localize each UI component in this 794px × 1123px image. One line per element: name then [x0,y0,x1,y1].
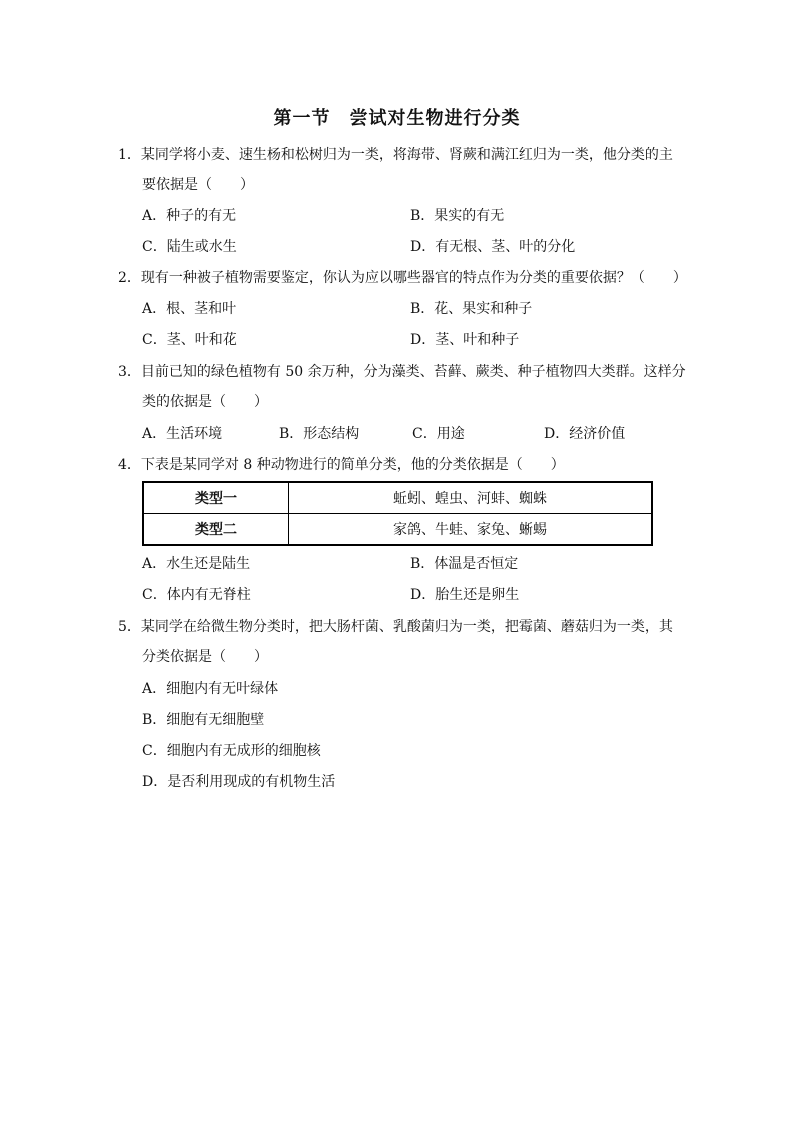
table-type-cell: 类型一 [143,482,289,514]
option-b[interactable]: B．果实的有无 [410,208,505,224]
option-c[interactable]: C．用途 [412,426,465,442]
question-text-cont: 要依据是（ ） [142,177,254,193]
option-d[interactable]: D．胎生还是卵生 [410,587,520,603]
option-d[interactable]: D．经济价值 [544,426,626,442]
option-a[interactable]: A．水生还是陆生 [142,556,251,572]
question-text-cont: 分类依据是（ ） [142,649,268,665]
option-b[interactable]: B．体温是否恒定 [410,556,519,572]
question-1 [118,145,673,165]
option-b[interactable]: B．细胞有无细胞壁 [142,712,265,728]
question-text: 下表是某同学对 8 种动物进行的简单分类，他的分类依据是（ ） [140,457,565,473]
question-text: 某同学将小麦、速生杨和松树归为一类，将海带、肾蕨和满江红归为一类，他分类的主 [140,147,673,163]
option-c[interactable]: C．茎、叶和花 [142,332,237,348]
option-d[interactable]: D．是否利用现成的有机物生活 [142,774,336,790]
question-text-cont: 类的依据是（ ） [142,394,268,410]
page-title: 第一节 尝试对生物进行分类 [273,108,521,129]
question-text: 现有一种被子植物需要鉴定，你认为应以哪些器官的特点作为分类的重要依据？（ ） [140,270,687,286]
option-b[interactable]: B．花、果实和种子 [410,301,533,317]
table-type-cell: 类型二 [143,514,289,546]
classification-table [142,481,653,546]
option-c[interactable]: C．陆生或水生 [142,239,237,255]
table-row [143,482,652,514]
option-a[interactable]: A．细胞内有无叶绿体 [142,681,279,697]
option-d[interactable]: D．茎、叶和种子 [410,332,520,348]
question-5 [118,617,673,637]
question-text: 目前已知的绿色植物有 50 余万种，分为藻类、苔藓、蕨类、种子植物四大类群。这样分 [140,364,686,380]
question-number: 1． [118,147,141,163]
question-3 [118,362,686,382]
question-4 [118,455,565,475]
question-2 [118,268,687,288]
table-row [143,514,652,546]
question-text: 某同学在给微生物分类时，把大肠杆菌、乳酸菌归为一类，把霉菌、蘑菇归为一类，其 [140,619,673,635]
question-number: 4． [118,457,141,473]
option-a[interactable]: A．种子的有无 [142,208,237,224]
table-animals-cell: 蚯蚓、蝗虫、河蚌、蜘蛛 [289,482,653,514]
option-c[interactable]: C．细胞内有无成形的细胞核 [142,743,321,759]
option-d[interactable]: D．有无根、茎、叶的分化 [410,239,576,255]
question-number: 2． [118,270,141,286]
option-a[interactable]: A．生活环境 [142,426,223,442]
question-number: 5． [118,619,141,635]
option-a[interactable]: A．根、茎和叶 [142,301,237,317]
question-number: 3． [118,364,141,380]
option-c[interactable]: C．体内有无脊柱 [142,587,251,603]
option-b[interactable]: B．形态结构 [279,426,360,442]
table-animals-cell: 家鸽、牛蛙、家兔、蜥蜴 [289,514,653,546]
